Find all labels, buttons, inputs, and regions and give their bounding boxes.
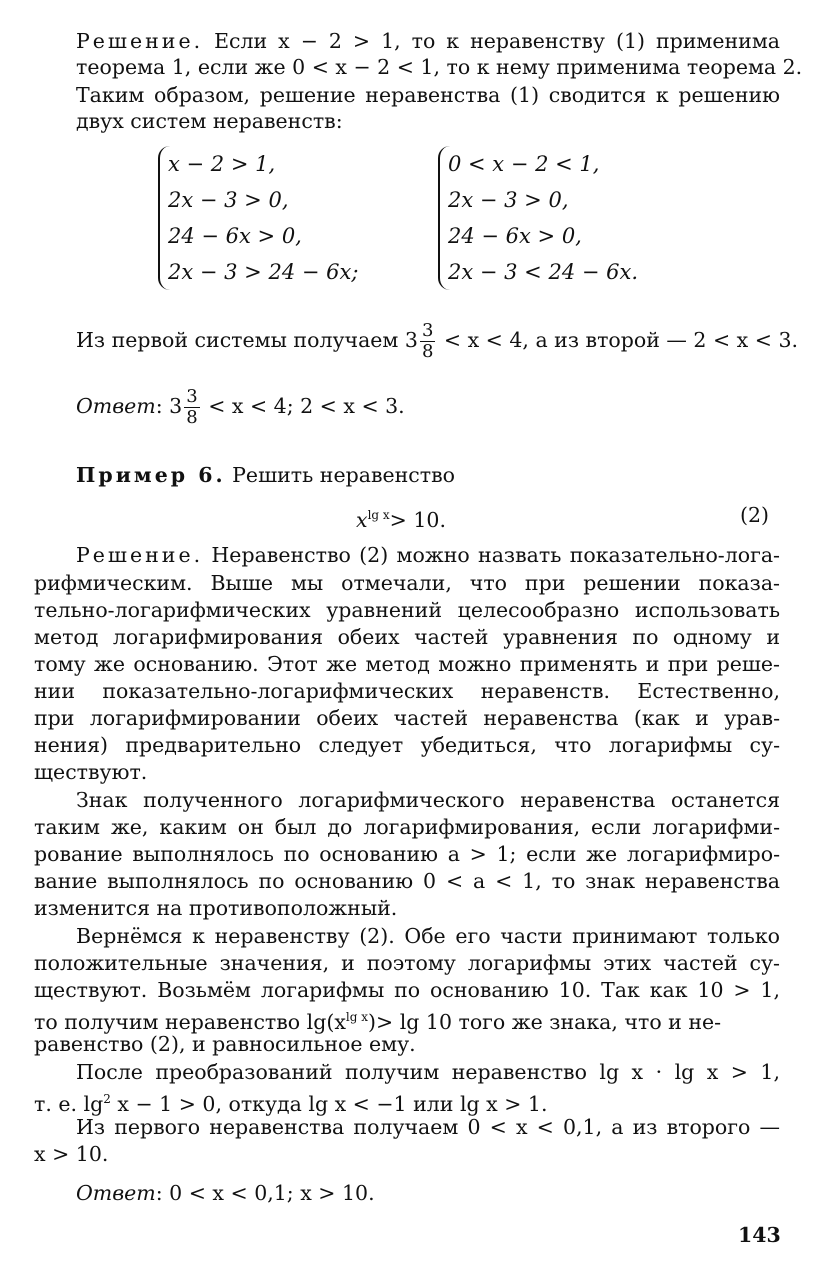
intro-line-1-text: Если x − 2 > 1, то к неравенству (1) применима (203, 29, 780, 53)
system-left (158, 146, 358, 290)
formula-rest: > 10. (389, 507, 446, 532)
system-left-row: 2x − 3 > 24 − 6x; (168, 260, 359, 284)
para3-line: равенство (2), и равносильное ему. (34, 1032, 416, 1056)
fraction (184, 387, 199, 428)
para2-line: таким же, каким он был до логарифмирования, если логарифми- (34, 815, 780, 839)
para4-text-b: x − 1 > 0, откуда lg x < −1 или lg x > 1. (110, 1091, 548, 1116)
system-right-row: 2x − 3 < 24 − 6x. (448, 260, 639, 284)
result-post: < x < 4, а из второй — 2 < x < 3. (437, 328, 799, 352)
para1-line: тому же основанию. Этот же метод можно применять и при реше- (34, 652, 780, 676)
fraction-numerator: 3 (186, 386, 198, 407)
formula-base: x (356, 507, 368, 532)
para4-text-a: т. е. lg (34, 1091, 104, 1116)
example-text: Решить неравенство (225, 463, 455, 487)
para4-line: После преобразований получим неравенство lg x · lg x > 1, (76, 1060, 780, 1084)
fraction-denominator: 8 (186, 407, 198, 428)
solution-label: Решение. (76, 543, 204, 567)
para1-line: ществуют. (34, 760, 148, 784)
para2-line: изменится на противоположный. (34, 896, 398, 920)
system-left-row: 24 − 6x > 0, (168, 224, 302, 248)
example-label: Пример 6. (76, 463, 226, 487)
para3-line: Вернёмся к неравенству (2). Обе его части принимают только (76, 924, 780, 948)
para1-line: метод логарифмирования обеих частей уравнения по одному и (34, 625, 780, 649)
page-number: 143 (738, 1223, 781, 1247)
para1-line: рифмическим. Выше мы отмечали, что при решении показа- (34, 571, 780, 595)
para3-exponent: lg x (345, 1010, 369, 1024)
para1-line: нии показательно-логарифмических неравенств. Естественно, (34, 679, 780, 703)
answer-2 (76, 1180, 375, 1206)
para5-line: x > 10. (34, 1142, 109, 1166)
example-heading (76, 462, 455, 488)
intro-line-1 (76, 28, 780, 54)
system-right-row: 2x − 3 > 0, (448, 188, 569, 212)
system-right-row: 0 < x − 2 < 1, (448, 152, 600, 176)
para4-exponent: 2 (103, 1092, 111, 1106)
answer-label: Ответ (76, 394, 156, 418)
para1-line (76, 542, 780, 568)
para3-line: ществуют. Возьмём логарифмы по основанию 10. Так как 10 > 1, (34, 978, 780, 1002)
intro-line-2: теорема 1, если же 0 < x − 2 < 1, то к нему применима теорема 2. (76, 55, 803, 79)
fraction-numerator: 3 (421, 320, 434, 341)
para2-line: вание выполнялось по основанию 0 < a < 1, то знак неравенства (34, 869, 780, 893)
para2-line: рование выполнялось по основанию a > 1; если же логарифмиро- (34, 842, 780, 866)
system-right-row: 24 − 6x > 0, (448, 224, 582, 248)
para5-line: Из первого неравенства получаем 0 < x < 0,1, а из второго — (76, 1115, 780, 1139)
answer-1-a: : 3 (155, 394, 183, 418)
intro-line-3: Таким образом, решение неравенства (1) сводится к решению (76, 83, 780, 107)
para3-line: положительные значения, и поэтому логарифмы этих частей су- (34, 951, 780, 975)
fraction (420, 321, 435, 362)
para1-line: при логарифмировании обеих частей неравенства (как и урав- (34, 706, 780, 730)
para4-line (34, 1086, 548, 1117)
fraction-denominator: 8 (421, 341, 434, 362)
system-right (438, 146, 638, 290)
answer-1-b: < x < 4; 2 < x < 3. (201, 394, 405, 418)
answer-1 (76, 384, 405, 428)
para1-line: нения) предварительно следует убедиться, что логарифмы су- (34, 733, 780, 757)
para3-text-b: )> lg 10 того же знака, что и не- (368, 1009, 722, 1034)
solution-label: Решение. (76, 29, 204, 53)
equation-number: (2) (740, 503, 770, 527)
para1-line-1-text: Неравенство (2) можно назвать показательно-лога- (203, 543, 780, 567)
example-formula (356, 502, 446, 533)
para3-text-a: то получим неравенство lg(x (34, 1009, 346, 1034)
answer-label: Ответ (76, 1181, 156, 1205)
result-pre: Из первой системы получаем 3 (76, 328, 418, 352)
system-left-row: x − 2 > 1, (168, 152, 276, 176)
para2-line: Знак полученного логарифмического неравенства останется (76, 788, 780, 812)
para1-line: тельно-логарифмических уравнений целесообразно использовать (34, 598, 780, 622)
answer-2-text: : 0 < x < 0,1; x > 10. (155, 1181, 375, 1205)
intro-line-4: двух систем неравенств: (76, 109, 343, 133)
formula-exponent: lg x (367, 508, 390, 522)
result-line (76, 318, 798, 362)
system-left-row: 2x − 3 > 0, (168, 188, 289, 212)
